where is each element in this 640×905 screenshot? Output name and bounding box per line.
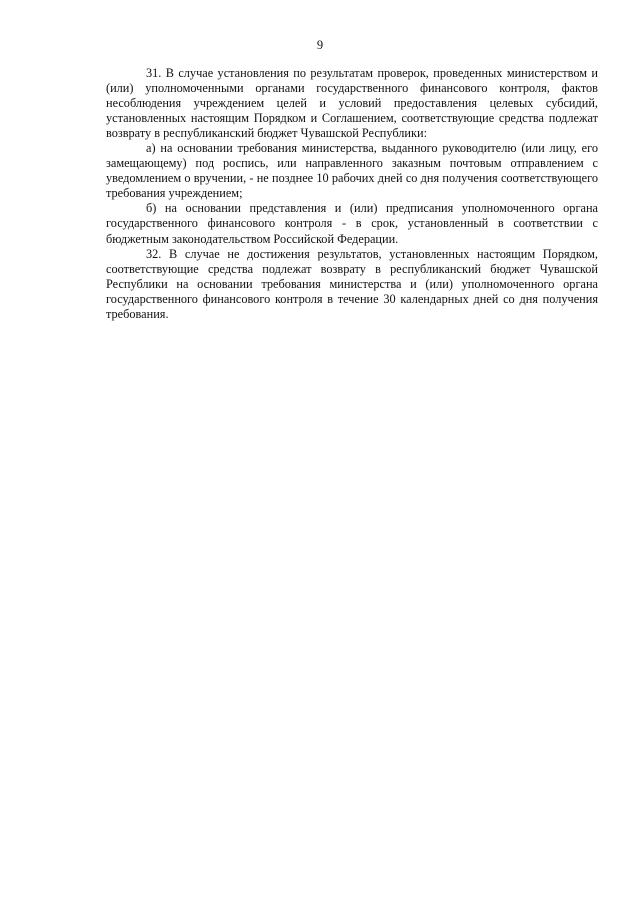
paragraph-32: 32. В случае не достижения результатов, установленных настоящим Порядком, соответствующие средства подлежат возврату в республиканский бюджет Чувашской Республики на основании требования министерства и (или) уполномоченного органа государственного финансового контроля в течение 30 календарных дней со дня получения требования.: [106, 246, 598, 321]
paragraph-31-a: а) на основании требования министерства, выданного руководителю (или лицу, его замещающему) под роспись, или направленного заказным почтовым отправлением с уведомлением о вручении, - не позднее 10 рабочих дней со дня получения соответствующего требования учреждением;: [106, 141, 598, 201]
page-number: 9: [316, 38, 324, 52]
document-body: [106, 66, 598, 322]
paragraph-31: 31. В случае установления по результатам проверок, проведенных министерством и (или) уполномоченными органами государственного финансового контроля, фактов несоблюдения учреждением целей и условий предоставления целевых субсидий, установленных настоящим Порядком и Соглашением, соответствующие средства подлежат возврату в республиканский бюджет Чувашской Республики:: [106, 66, 598, 141]
paragraph-31-b: б) на основании представления и (или) предписания уполномоченного органа государственного финансового контроля - в срок, установленный в соответствии с бюджетным законодательством Российской Федерации.: [106, 201, 598, 246]
